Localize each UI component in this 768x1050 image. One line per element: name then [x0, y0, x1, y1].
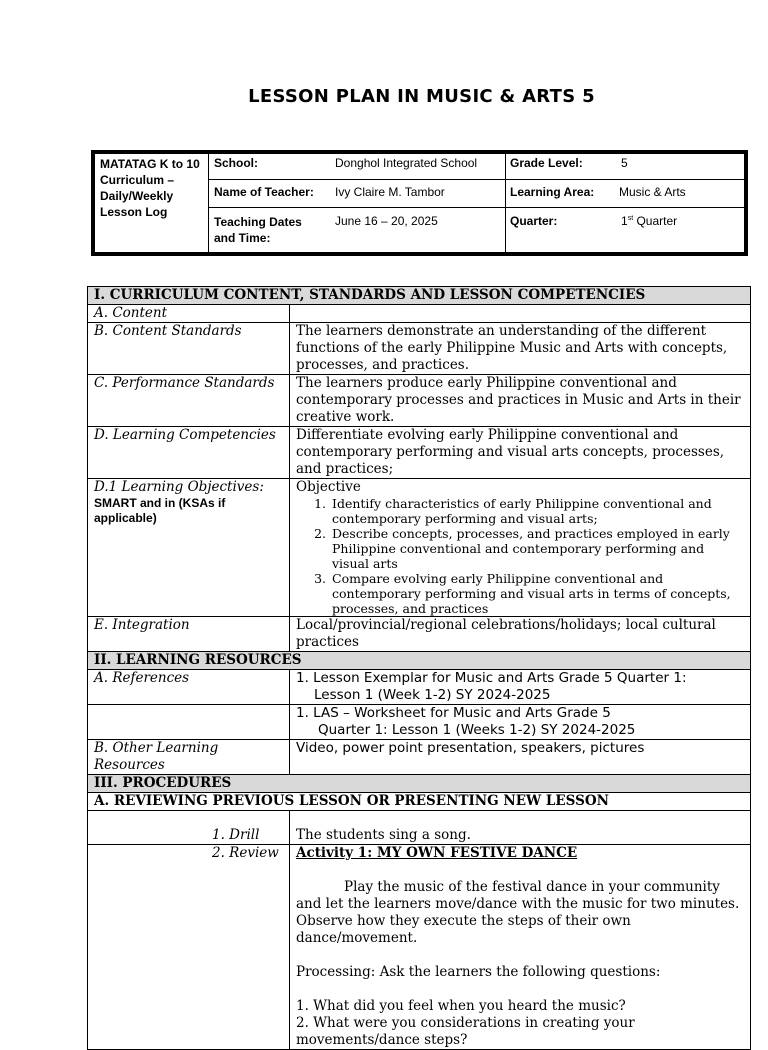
quarter-value: 1st Quarter	[621, 214, 678, 228]
review-label: 2. Review	[88, 845, 290, 1050]
review-activity	[290, 845, 751, 1050]
section-1-heading: I. CURRICULUM CONTENT, STANDARDS AND LESSON COMPETENCIES	[88, 287, 751, 305]
integration-label: E. Integration	[88, 617, 290, 652]
school-label: School:	[214, 156, 258, 170]
activity-body: Play the music of the festival dance in your community and let the learners move/dance with the music for two minutes. Observe how they execute the steps of their own dance/movement.	[296, 879, 740, 946]
procedure-a-heading: A. REVIEWING PREVIOUS LESSON OR PRESENTING NEW LESSON	[88, 793, 751, 811]
section-2-heading: II. LEARNING RESOURCES	[88, 652, 751, 670]
objectives-list	[296, 496, 744, 616]
other-resources-label: B. Other Learning Resources	[88, 740, 290, 775]
other-resources-value: Video, power point presentation, speakers, pictures	[290, 740, 751, 775]
content-standards-label: B. Content Standards	[88, 323, 290, 375]
area-value: Music & Arts	[619, 185, 686, 199]
area-label: Learning Area:	[510, 185, 595, 199]
reference-2	[290, 705, 751, 740]
processing-text: Processing: Ask the learners the following questions:	[296, 964, 661, 980]
objective-heading: Objective	[296, 479, 361, 495]
dates-value: June 16 – 20, 2025	[335, 214, 438, 228]
lesson-plan-table	[87, 286, 751, 1050]
reference-2-line-2: Quarter 1: Lesson 1 (Weeks 1-2) SY 2024-2025	[318, 722, 636, 738]
learning-objectives-cell	[88, 479, 290, 617]
reference-1-line-1: 1. Lesson Exemplar for Music and Arts Grade 5 Quarter 1:	[296, 670, 687, 686]
references-label: A. References	[88, 670, 290, 705]
learning-competencies-label: D. Learning Competencies	[88, 427, 290, 479]
log-label: MATATAG K to 10 Curriculum – Daily/Weekly Lesson Log	[100, 157, 200, 219]
objective-item: 2. Describe concepts, processes, and practices employed in early Philippine conventional and contemporary performing and visual arts	[330, 526, 744, 571]
page-title: LESSON PLAN IN MUSIC & ARTS 5	[248, 86, 595, 107]
content-label: A. Content	[88, 305, 290, 323]
activity-title: Activity 1: MY OWN FESTIVE DANCE	[296, 845, 578, 861]
performance-standards-label: C. Performance Standards	[88, 375, 290, 427]
performance-standards-value: The learners produce early Philippine conventional and contemporary processes and practices in Music and Arts in their creative work.	[290, 375, 751, 427]
question-1: 1. What did you feel when you heard the music?	[296, 998, 626, 1014]
lesson-log-header	[91, 150, 748, 256]
references-empty	[88, 705, 290, 740]
learning-objectives-sub: SMART and in (KSAs if applicable)	[94, 496, 226, 525]
grade-value: 5	[621, 156, 628, 170]
quarter-label: Quarter:	[510, 214, 558, 228]
content-value	[290, 305, 751, 323]
dates-label: Teaching Dates and Time:	[214, 215, 302, 245]
grade-label: Grade Level:	[510, 156, 583, 170]
drill-value: The students sing a song.	[290, 811, 751, 845]
section-3-heading: III. PROCEDURES	[88, 775, 751, 793]
school-value: Donghol Integrated School	[335, 156, 478, 170]
learning-objectives-value	[290, 479, 751, 617]
reference-2-line-1: 1. LAS – Worksheet for Music and Arts Grade 5	[296, 705, 611, 721]
reference-1	[290, 670, 751, 705]
objective-item: 3. Compare evolving early Philippine conventional and contemporary performing and visual arts in terms of concepts, processes, and practices	[330, 571, 744, 616]
integration-value: Local/provincial/regional celebrations/holidays; local cultural practices	[290, 617, 751, 652]
drill-label: 1. Drill	[88, 811, 290, 845]
learning-objectives-label: D.1 Learning Objectives:	[94, 479, 264, 495]
teacher-value: Ivy Claire M. Tambor	[335, 185, 445, 199]
question-2: 2. What were you considerations in creating your movements/dance steps?	[296, 1015, 635, 1048]
content-standards-value: The learners demonstrate an understanding of the different functions of the early Philippine Music and Arts with concepts, processes, and practices.	[290, 323, 751, 375]
objective-item: 1. Identify characteristics of early Philippine conventional and contemporary performing and visual arts;	[330, 496, 744, 526]
learning-competencies-value: Differentiate evolving early Philippine conventional and contemporary performing and visual arts concepts, processes, and practices;	[290, 427, 751, 479]
reference-1-line-2: Lesson 1 (Week 1-2) SY 2024-2025	[314, 687, 551, 703]
teacher-label: Name of Teacher:	[214, 185, 314, 199]
